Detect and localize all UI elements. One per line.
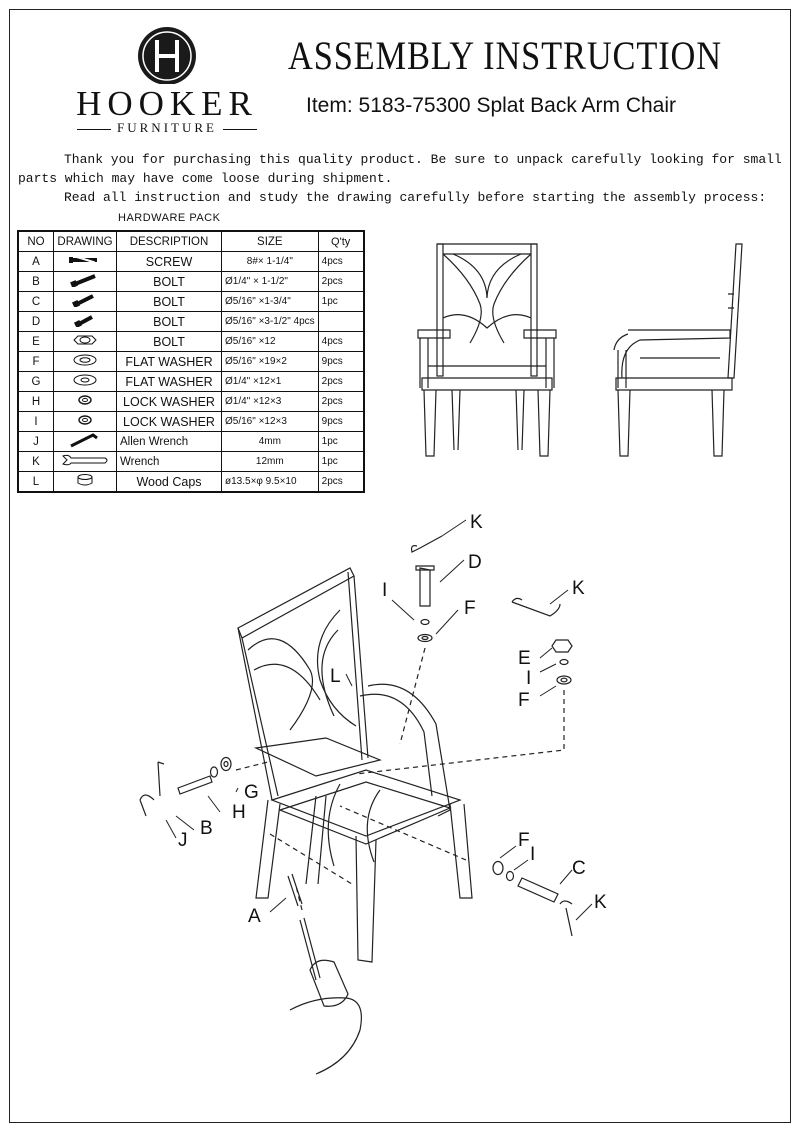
row-description: Wood Caps (117, 472, 222, 493)
row-no: A (18, 252, 54, 272)
wood-cap-icon (54, 472, 117, 493)
table-row (18, 452, 364, 472)
hardware-pack-title: HARDWARE PACK (118, 212, 221, 224)
row-size: Ø5/16" ×12 (222, 332, 319, 352)
flat-washer-icon (54, 372, 117, 392)
allen-wrench-icon (54, 432, 117, 452)
row-qty: 9pcs (318, 352, 364, 372)
lock-washer-icon (54, 392, 117, 412)
row-description: FLAT WASHER (117, 372, 222, 392)
callout-a: A (248, 906, 261, 927)
chair-front-view (410, 238, 570, 470)
row-no: H (18, 392, 54, 412)
table-row (18, 352, 364, 372)
callout-k-low: K (594, 892, 607, 913)
row-no: I (18, 412, 54, 432)
row-qty: 2pcs (318, 392, 364, 412)
row-size: 8#× 1-1/4" (222, 252, 319, 272)
row-size: Ø1/4" ×12×3 (222, 392, 319, 412)
callout-l: L (330, 666, 341, 687)
wrench-icon (54, 452, 117, 472)
row-qty: 9pcs (318, 412, 364, 432)
row-size: 12mm (222, 452, 319, 472)
row-no: D (18, 312, 54, 332)
row-description: BOLT (117, 272, 222, 292)
row-qty: 2pcs (318, 372, 364, 392)
callout-i-right: I (526, 668, 532, 689)
brand-word: HOOKER (76, 84, 258, 123)
screw-icon (54, 252, 117, 272)
table-row (18, 372, 364, 392)
row-description: FLAT WASHER (117, 352, 222, 372)
row-qty: 2pcs (318, 272, 364, 292)
row-description: BOLT (117, 292, 222, 312)
hex-nut-icon (54, 332, 117, 352)
row-size: ø13.5×φ 9.5×10 (222, 472, 319, 493)
callout-f-low: F (518, 830, 530, 851)
row-size: 4mm (222, 432, 319, 452)
table-row (18, 292, 364, 312)
row-size: Ø5/16" ×1-3/4" (222, 292, 319, 312)
hardware-header-row (18, 231, 364, 252)
flat-washer-icon (54, 352, 117, 372)
table-row (18, 252, 364, 272)
table-row (18, 472, 364, 493)
intro-text (18, 150, 788, 207)
row-description: LOCK WASHER (117, 392, 222, 412)
row-description: BOLT (117, 312, 222, 332)
row-description: LOCK WASHER (117, 412, 222, 432)
header-qty: Q'ty (318, 231, 364, 252)
callout-g: G (244, 782, 259, 803)
hardware-table (17, 230, 365, 493)
row-qty: 4pcs (318, 332, 364, 352)
table-row (18, 412, 364, 432)
row-qty: 2pcs (318, 472, 364, 493)
table-row (18, 392, 364, 412)
row-description: Allen Wrench (117, 432, 222, 452)
header-no: NO (18, 231, 54, 252)
table-row (18, 312, 364, 332)
row-no: J (18, 432, 54, 452)
callout-h: H (232, 802, 246, 823)
callout-k-right: K (572, 578, 585, 599)
row-qty (318, 312, 364, 332)
row-description: SCREW (117, 252, 222, 272)
row-size: Ø5/16" ×3-1/2" 4pcs (222, 312, 319, 332)
row-description: Wrench (117, 452, 222, 472)
lock-washer-icon (54, 412, 117, 432)
row-size: Ø5/16" ×19×2 (222, 352, 319, 372)
row-no: K (18, 452, 54, 472)
row-size: Ø5/16" ×12×3 (222, 412, 319, 432)
row-size: Ø1/4" ×12×1 (222, 372, 319, 392)
callout-i-top: I (382, 580, 388, 601)
callout-f-top: F (464, 598, 476, 619)
bolt-icon (54, 272, 117, 292)
callout-e: E (518, 648, 531, 669)
chair-side-view (600, 238, 760, 470)
header-drawing: DRAWING (54, 231, 117, 252)
header-description: DESCRIPTION (117, 231, 222, 252)
callout-j: J (178, 830, 188, 851)
row-qty: 1pc (318, 452, 364, 472)
page-title: ASSEMBLY INSTRUCTION (288, 33, 722, 78)
table-row (18, 272, 364, 292)
callout-i-low: I (530, 844, 536, 865)
row-qty: 1pc (318, 292, 364, 312)
row-no: B (18, 272, 54, 292)
intro-line-2: Read all instruction and study the drawing carefully before starting the assembly process: (64, 190, 767, 205)
row-size: Ø1/4" × 1-1/2" (222, 272, 319, 292)
row-no: F (18, 352, 54, 372)
intro-line-1: Thank you for purchasing this quality product. Be sure to unpack carefully looking for small parts which may have come loose during shipment. (18, 152, 782, 186)
row-no: E (18, 332, 54, 352)
row-no: L (18, 472, 54, 493)
bolt-icon (54, 292, 117, 312)
table-row (18, 432, 364, 452)
callout-f-right: F (518, 690, 530, 711)
callout-b: B (200, 818, 213, 839)
row-description: BOLT (117, 332, 222, 352)
bolt-icon (54, 312, 117, 332)
callout-k-top: K (470, 512, 483, 533)
brand-logo (62, 24, 272, 142)
exploded-assembly-diagram (120, 500, 640, 1080)
row-no: C (18, 292, 54, 312)
table-row (18, 332, 364, 352)
brand-sub: FURNITURE (62, 120, 272, 136)
row-qty: 4pcs (318, 252, 364, 272)
item-line: Item: 5183-75300 Splat Back Arm Chair (306, 94, 677, 117)
callout-d: D (468, 552, 482, 573)
row-qty: 1pc (318, 432, 364, 452)
header-size: SIZE (222, 231, 319, 252)
callout-c: C (572, 858, 586, 879)
brand-emblem (62, 24, 272, 84)
row-no: G (18, 372, 54, 392)
